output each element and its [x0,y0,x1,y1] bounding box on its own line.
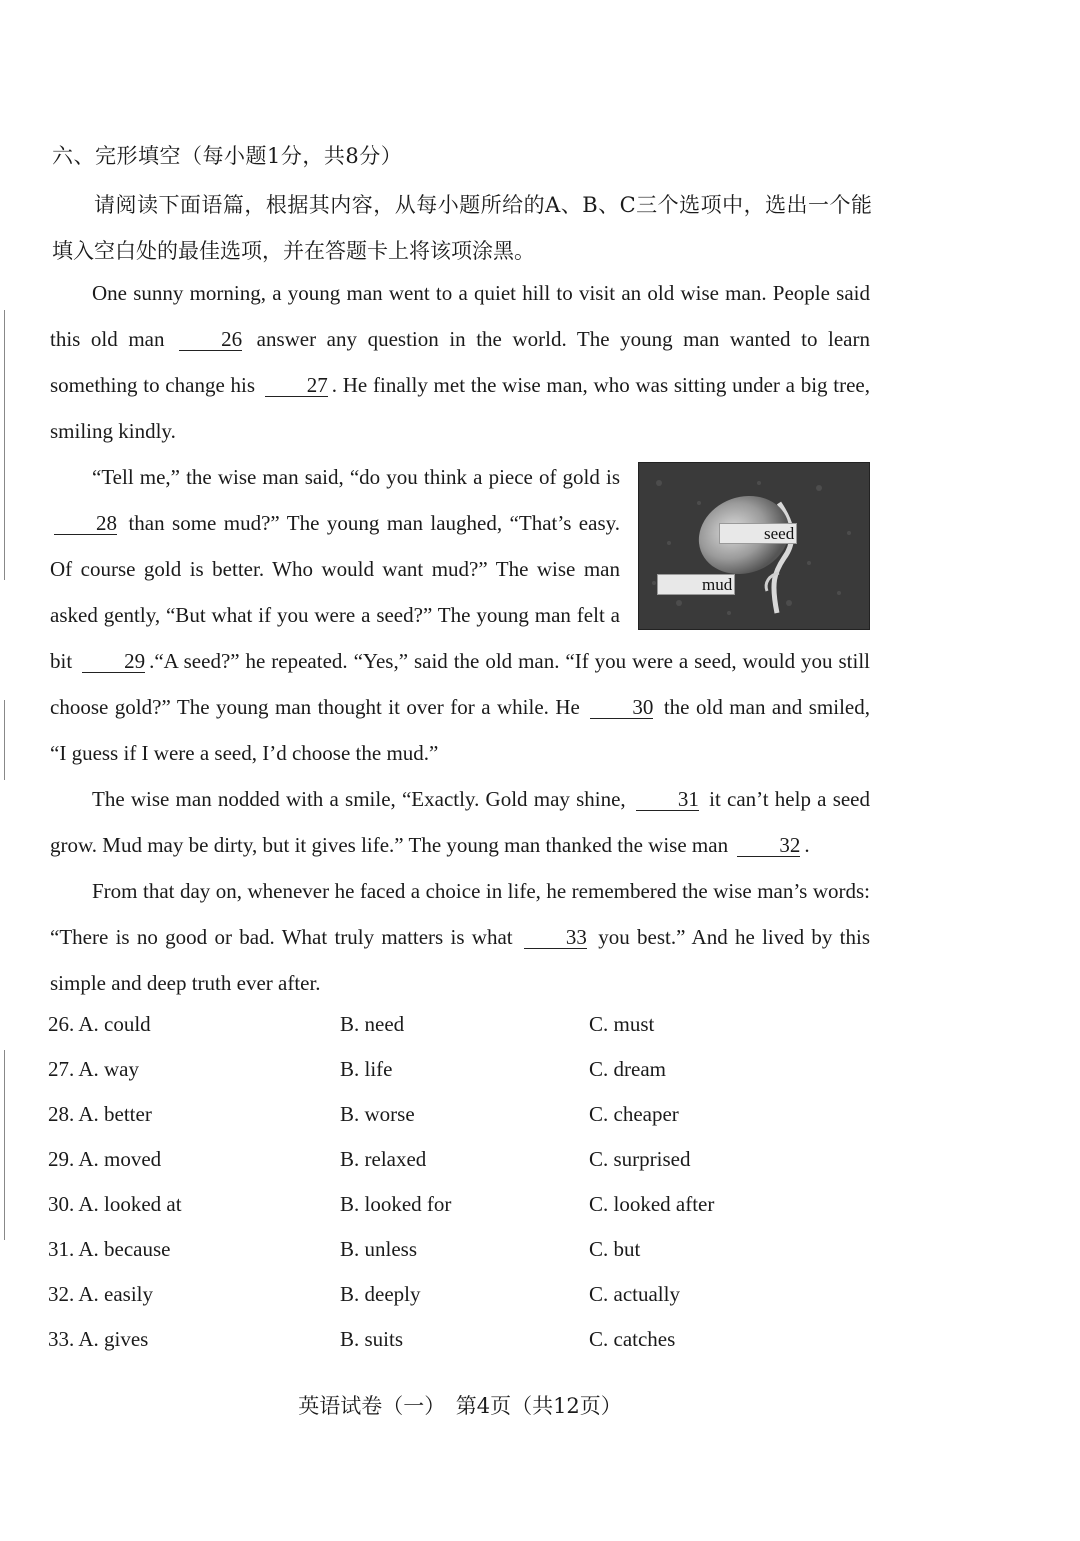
option-a: 26. A. could [48,1012,151,1036]
option-c: C. surprised [589,1147,691,1171]
blank-29: 29 [82,650,145,673]
passage-text: you best.” And he lived by this simple and deep truth ever after. [50,925,870,995]
blank-28: 28 [54,512,117,535]
cloze-passage [50,270,870,1006]
option-a: 31. A. because [48,1237,171,1261]
option-row-31 [48,1229,848,1274]
option-b: B. suits [340,1327,404,1351]
option-c: C. looked after [589,1192,715,1216]
blank-31: 31 [636,788,699,811]
blank-32: 32 [737,834,800,857]
option-row-29 [48,1139,848,1184]
seed-in-mud-image [638,462,870,630]
option-row-30 [48,1184,848,1229]
passage-text: the old man and smiled, “I guess if I were a seed, I’d choose the mud.” [50,695,870,765]
paragraph-4 [50,868,870,1006]
margin-line [4,1050,5,1240]
option-row-27 [48,1049,848,1094]
passage-text: answer any question in the world. The young man wanted to learn something to change his [50,327,871,397]
option-row-26 [48,1004,848,1049]
option-a: 32. A. easily [48,1282,153,1306]
blank-26: 26 [179,328,242,351]
passage-text: . He finally met the wise man, who was sitting under a big tree, smiling kindly. [50,373,871,443]
option-a: 30. A. looked at [48,1192,182,1216]
margin-line [4,700,5,780]
section-instructions: 请阅读下面语篇，根据其内容，从每小题所给的A、B、C三个选项中，选出一个能填入空白处的最佳选项，并在答题卡上将该项涂黑。 [52,193,872,263]
mud-label: mud [657,574,735,595]
blank-33: 33 [524,926,587,949]
passage-text: .“A seed?” he repeated. “Yes,” said the old man. “If you were a seed, would you still choose gold?” The young man thought it over for a while. He [50,649,870,719]
seed-label: seed [719,523,797,544]
passage-text: . [804,833,810,857]
option-c: C. must [589,1012,655,1036]
option-a: 33. A. gives [48,1327,149,1351]
option-row-33 [48,1319,848,1364]
margin-line [4,310,5,580]
page-footer: 英语试卷（一） 第4页（共12页） [298,1394,622,1418]
passage-text: From that day on, whenever he faced a choice in life, he remembered the wise man’s words: “There is no good or bad. What truly matters is what [50,879,870,949]
paragraph-2 [50,454,870,776]
passage-text: it can’t help a seed grow. Mud may be dirty, but it gives life.” The young man thanked the wise man [50,787,871,857]
option-row-32 [48,1274,848,1319]
paragraph-1 [50,270,870,454]
passage-text: One sunny morning, a young man went to a quiet hill to visit an old wise man. People said this old man [50,281,870,351]
option-c: C. but [589,1237,641,1261]
option-b: B. deeply [340,1282,421,1306]
passage-text: than some mud?” The young man laughed, “That’s easy. Of course gold is better. Who would want mud?” The wise man asked gently, “But what if you were a seed?” The young man felt a bit [50,511,621,673]
passage-text: “Tell me,” the wise man said, “do you think a piece of gold is [92,465,620,489]
option-c: C. dream [589,1057,666,1081]
option-b: B. unless [340,1237,418,1261]
option-c: C. cheaper [589,1102,679,1126]
option-b: B. life [340,1057,393,1081]
option-c: C. actually [589,1282,680,1306]
blank-27: 27 [265,374,328,397]
option-a: 28. A. better [48,1102,152,1126]
passage-text: The wise man nodded with a smile, “Exactly. Gold may shine, [92,787,626,811]
paragraph-3 [50,776,870,868]
option-a: 27. A. way [48,1057,139,1081]
answer-options [48,1004,848,1364]
option-b: B. worse [340,1102,415,1126]
blank-30: 30 [590,696,653,719]
option-b: B. need [340,1012,405,1036]
option-c: C. catches [589,1327,676,1351]
option-b: B. looked for [340,1192,452,1216]
seed-illustration [639,463,869,629]
option-a: 29. A. moved [48,1147,162,1171]
option-row-28 [48,1094,848,1139]
option-b: B. relaxed [340,1147,427,1171]
section-title: 六、完形填空（每小题1分，共8分） [52,144,403,168]
